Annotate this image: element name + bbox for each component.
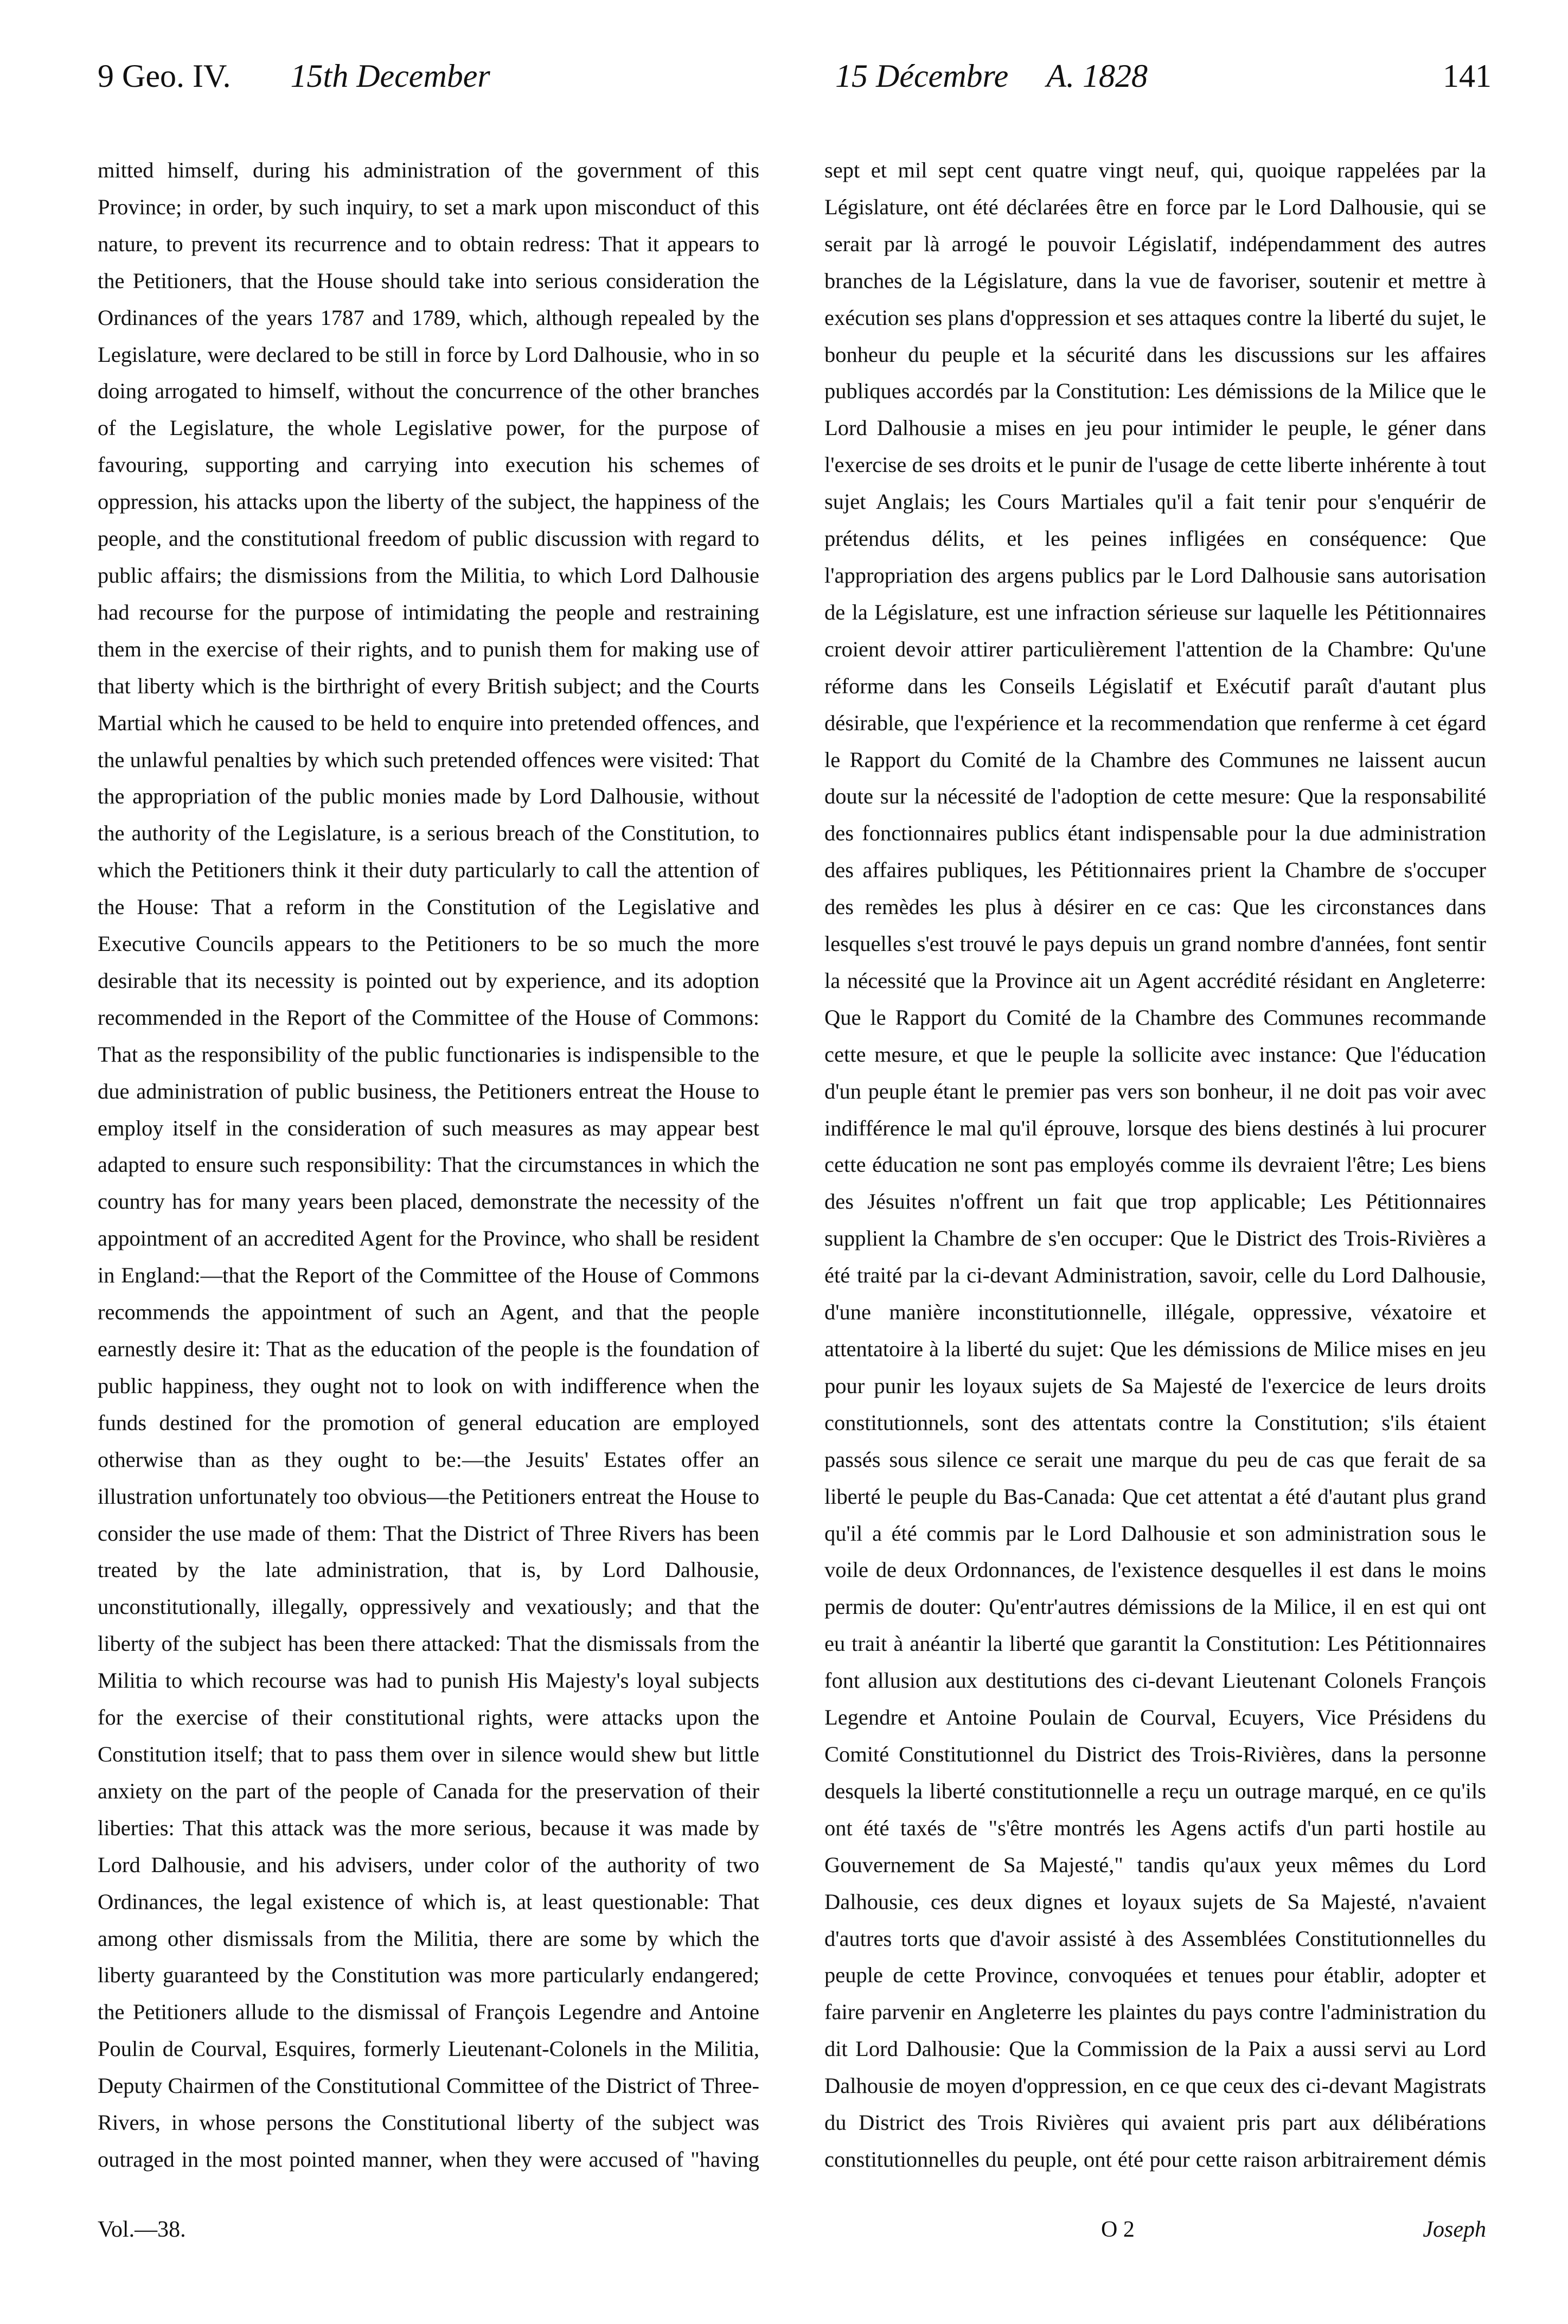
page-footer <box>98 2208 1486 2257</box>
year: A. 1828 <box>1046 58 1148 94</box>
volume-number: Vol.—38. <box>98 2217 186 2242</box>
running-header <box>98 49 1492 108</box>
header-left <box>98 49 490 103</box>
english-text: mitted himself, during his administration of the government of this Province; in order, by such inquiry, to set a mark upon misconduct of this nature, to prevent its recurrence and to obtain redress: That it appears to the Petitioners, that the House should take into serious consideration the Ordinances of the years 1787 and 1789, which, although repealed by the Legislature, were declared to be still in force by Lord Dalhousie, who in so doing arrogated to himself, without the concurrence of the other branches of the Legislature, the whole Legislative power, for the purpose of favouring, supporting and carrying into execution his schemes of oppression, his attacks upon the liberty of the subject, the happiness of the people, and the constitutional freedom of public discussion with regard to public affairs; the dismissions from the Militia, to which Lord Dalhousie had recourse for the purpose of intimidating the people and restraining them in the exercise of their rights, and to punish them for making use of that liberty which is the birthright of every British subject; and the Courts Martial which he caused to be held to enquire into pretended offences, and the unlawful penalties by which such pretended offences were visited: That the appropriation of the public monies made by Lord Dalhousie, without the authority of the Legislature, is a serious breach of the Constitution, to which the Petitioners think it their duty particularly to call the attention of the House: That a reform in the Constitution of the Legislative and Executive Councils appears to the Petitioners to be so much the more desirable that its necessity is pointed out by experience, and its adoption recommended in the Report of the Committee of the House of Commons: That as the responsibility of the public functionaries is indispensible to the due administration of public business, the Petitioners entreat the House to employ itself in the consideration of such measures as may appear best adapted to ensure such responsibility: That the circumstances in which the country has for many years been placed, demonstrate the necessity of the appointment of an accredited Agent for the Province, who shall be resident in England:—that the Report of the Committee of the House of Commons recommends the appointment of such an Agent, and that the people earnestly desire it: That as the education of the people is the foundation of public happiness, they ought not to look on with indifference when the funds destined for the promotion of general education are employed otherwise than as they ought to be:—the Jesuits' Estates offer an illustration unfortunately too obvious—the Petitioners entreat the House to consider the use made of them: That the District of Three Rivers has been treated by the late administration, that is, by Lord Dalhousie, unconstitutionally, illegally, oppressively and vexatiously; and that the liberty of the subject has been there attacked: That the dismissals from the Militia to which recourse was had to punish His Majesty's loyal subjects for the exercise of their constitutional rights, were attacks upon the Constitution itself; that to pass them over in silence would shew but little anxiety on the part of the people of Canada for the preservation of their liberties: That this attack was the more serious, because it was made by Lord Dalhousie, and his advisers, under color of the authority of two Ordinances, the legal existence of which is, at least questionable: That among other dismissals from the Militia, there are some by which the liberty guaranteed by the Constitution was more particularly endangered; the Petitioners allude to the dismissal of François Legendre and Antoine Poulin de Courval, Esquires, formerly Lieutenant-Colonels in the Militia, Deputy Chairmen of the Constitutional Committee of the District of Three-Rivers, in whose persons the Constitutional liberty of the subject was outraged in the most pointed manner, when they were accused of "having <box>98 158 759 2172</box>
french-date: 15 Décembre <box>835 58 1009 94</box>
signature-mark: O 2 <box>1101 2217 1135 2242</box>
regnal-year: 9 Geo. IV. <box>98 58 231 94</box>
english-date: 15th December <box>290 58 490 94</box>
english-column <box>98 152 759 2181</box>
french-text: sept et mil sept cent quatre vingt neuf, qui, quoique rappelées par la Législature, ont été déclarées être en force par le Lord Dalhousie, qui se serait par là arrogé le pouvoir Législatif, indépendamment des autres branches de la Législature, dans la vue de favoriser, soutenir et mettre à exécution ses plans d'oppression et ses attaques contre la liberté du sujet, le bonheur du peuple et la sécurité dans les discussions sur les affaires publiques accordés par la Constitution: Les démissions de la Milice que le Lord Dalhousie a mises en jeu pour intimider le peuple, le géner dans l'exercise de ses droits et le punir de l'usage de cette liberte inhérente à tout sujet Anglais; les Cours Martiales qu'il a fait tenir pour s'enquérir de prétendus délits, et les peines infligées en conséquence: Que l'appropriation des argens publics par le Lord Dalhousie sans autorisation de la Législature, est une infraction sérieuse sur laquelle les Pétitionnaires croient devoir attirer particulièrement l'attention de la Chambre: Qu'une réforme dans les Conseils Législatif et Exécutif paraît d'autant plus désirable, que l'expérience et la recommendation que renferme à cet égard le Rapport du Comité de la Chambre des Communes ne laissent aucun doute sur la nécessité de l'adoption de cette mesure: Que la responsabilité des fonctionnaires publics étant indispensable pour la due administration des affaires publiques, les Pétitionnaires prient la Chambre de s'occuper des remèdes les plus à désirer en ce cas: Que les circonstances dans lesquelles s'est trouvé le pays depuis un grand nombre d'années, font sentir la nécessité que la Province ait un Agent accrédité résidant en Angleterre: Que le Rapport du Comité de la Chambre des Communes recommande cette mesure, et que le peuple la sollicite avec instance: Que l'éducation d'un peuple étant le premier pas vers son bonheur, il ne doit pas voir avec indifférence le mal qu'il éprouve, lorsque des biens destinés à lui procurer cette éducation ne sont pas employés comme ils devraient l'être; Les biens des Jésuites n'offrent un fait que trop applicable; Les Pétitionnaires supplient la Chambre de s'en occuper: Que le District des Trois-Rivières a été traité par la ci-devant Administration, savoir, celle du Lord Dalhousie, d'une manière inconstitutionnelle, illégale, oppressive, véxatoire et attentatoire à la liberté du sujet: Que les démissions de Milice mises en jeu pour punir les loyaux sujets de Sa Majesté de l'exercice de leurs droits constitutionnels, sont des attentats contre la Constitution; s'ils étaient passés sous silence ce serait une marque du peu de cas que ferait de sa liberté le peuple du Bas-Canada: Que cet attentat a été d'autant plus grand qu'il a été commis par le Lord Dalhousie et son administration sous le voile de deux Ordonnances, de l'existence desquelles il est dans le moins permis de douter: Qu'entr'autres démissions de la Milice, il en est qui ont eu trait à anéantir la liberté que garantit la Constitution: Les Pétitionnaires font allusion aux destitutions des ci-devant Lieutenant Colonels François Legendre et Antoine Poulain de Courval, Ecuyers, Vice Présidens du Comité Constitutionnel du District des Trois-Rivières, dans la personne desquels la liberté constitutionnelle a reçu un outrage marqué, en ce qu'ils ont été taxés de "s'être montrés les Agens actifs d'un parti hostile au Gouvernement de Sa Majesté," tandis qu'aux yeux mêmes du Lord Dalhousie, ces deux dignes et loyaux sujets de Sa Majesté, n'avaient d'autres torts que d'avoir assisté à des Assemblées Constitutionnelles du peuple de cette Province, convoquées et tenues pour établir, adopter et faire parvenir en Angleterre les plaintes du pays contre l'administration du dit Lord Dalhousie: Que la Commission de la Paix a aussi servi au Lord Dalhousie de moyen d'oppression, en ce que ceux des ci-devant Magistrats du District des Trois Rivières qui avaient pris part aux délibérations constitutionnelles du peuple, ont été pour cette raison arbitrairement démis <box>824 158 1486 2172</box>
header-right <box>835 49 1492 103</box>
french-column <box>824 152 1486 2181</box>
catchword: Joseph <box>1423 2217 1486 2242</box>
document-page <box>98 49 1492 2289</box>
page-number: 141 <box>1443 58 1492 94</box>
